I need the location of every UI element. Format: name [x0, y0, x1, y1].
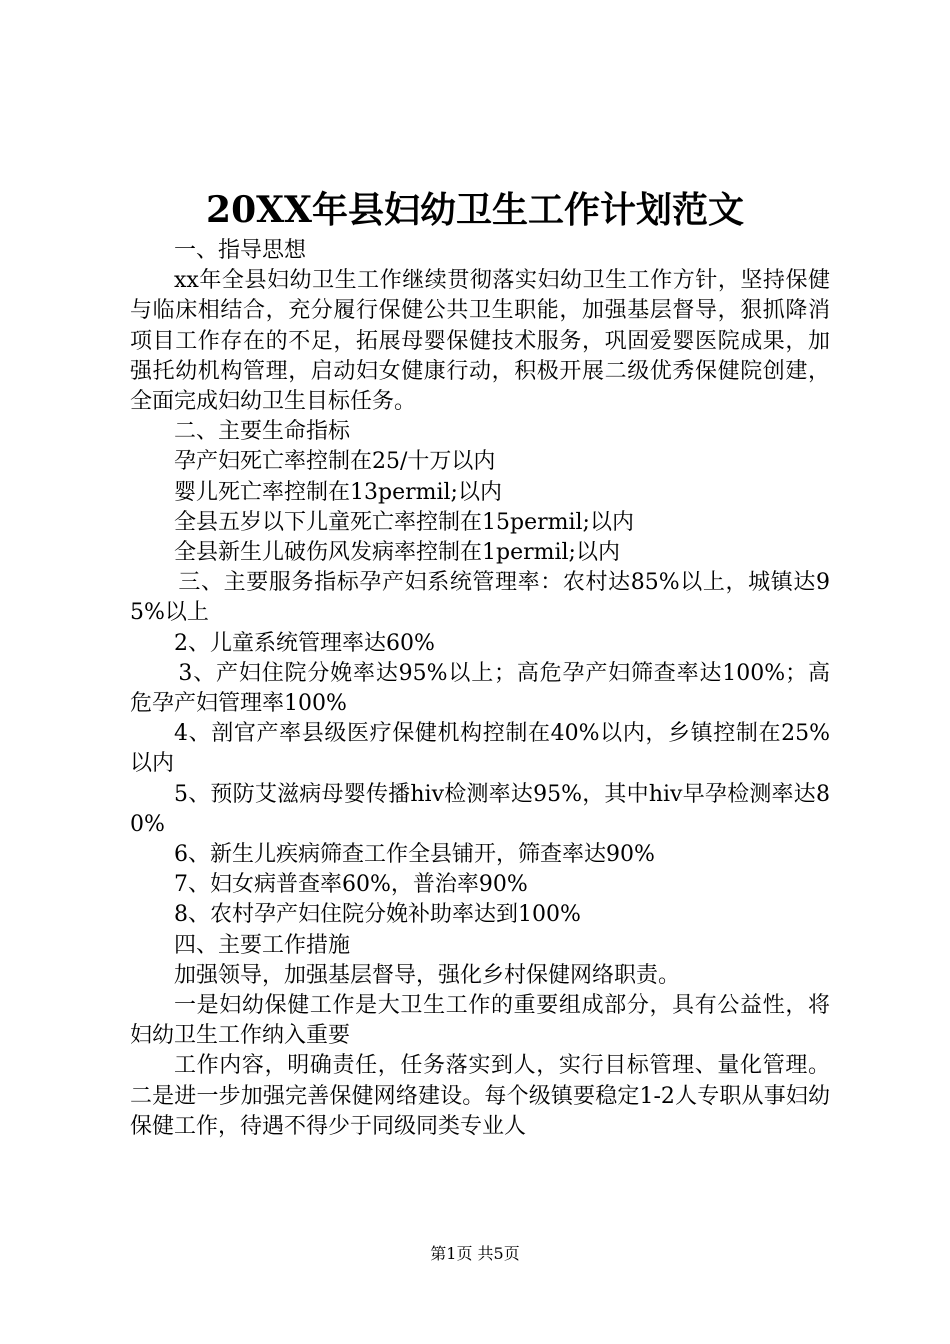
section-heading: 二、主要生命指标	[174, 419, 351, 445]
page-footer: 第1页 共5页	[430, 1244, 520, 1263]
indicator-item: 全县五岁以下儿童死亡率控制在15permil;以内	[174, 509, 634, 535]
section-heading: 一、指导思想	[174, 238, 307, 263]
body-paragraph: 工作内容，明确责任，任务落实到人，实行目标管理、量化管理。二是进一步加强完善保健网络建设。每个级镇要稳定1-2人专职从事妇幼保健工作，待遇不得少于同级同类专业人	[130, 1053, 830, 1139]
indicator-item: 孕产妇死亡率控制在25/十万以内	[174, 449, 496, 475]
indicator-item: 3、产妇住院分娩率达95%以上；高危孕产妇筛查率达100%；高危孕产妇管理率100%	[130, 660, 830, 717]
indicator-item: 2、儿童系统管理率达60%	[174, 630, 435, 656]
body-paragraph: 一是妇幼保健工作是大卫生工作的重要组成部分，具有公益性，将妇幼卫生工作纳入重要	[130, 993, 830, 1049]
indicator-item: 全县新生儿破伤风发病率控制在1permil;以内	[174, 540, 620, 566]
document-title: 20XX年县妇幼卫生工作计划范文	[206, 189, 744, 231]
indicator-item: 6、新生儿疾病筛查工作全县铺开，筛查率达90%	[174, 842, 655, 868]
indicator-item: 4、剖官产率县级医疗保健机构控制在40%以内，乡镇控制在25%以内	[130, 721, 830, 777]
section-heading: 三、主要服务指标孕产妇系统管理率：农村达85%以上，城镇达95%以上	[130, 570, 830, 626]
section-heading: 四、主要工作措施	[174, 932, 351, 958]
body-paragraph: 加强领导，加强基层督导，强化乡村保健网络职责。	[174, 962, 681, 988]
indicator-item: 5、预防艾滋病母婴传播hiv检测率达95%，其中hiv早孕检测率达80%	[130, 781, 830, 837]
indicator-item: 7、妇女病普查率60%，普治率90%	[174, 872, 528, 898]
document-body	[130, 236, 830, 1142]
body-paragraph: xx年全县妇幼卫生工作继续贯彻落实妇幼卫生工作方针，坚持保健与临床相结合，充分履行保健公共卫生职能，加强基层督导，狠抓降消项目工作存在的不足，拓展母婴保健技术服务，巩固爱婴医院成果，加强托幼机构管理，启动妇女健康行动，积极开展二级优秀保健院创建，全面完成妇幼卫生目标任务。	[130, 268, 830, 415]
indicator-item: 婴儿死亡率控制在13permil;以内	[174, 479, 502, 505]
indicator-item: 8、农村孕产妇住院分娩补助率达到100%	[174, 902, 581, 928]
